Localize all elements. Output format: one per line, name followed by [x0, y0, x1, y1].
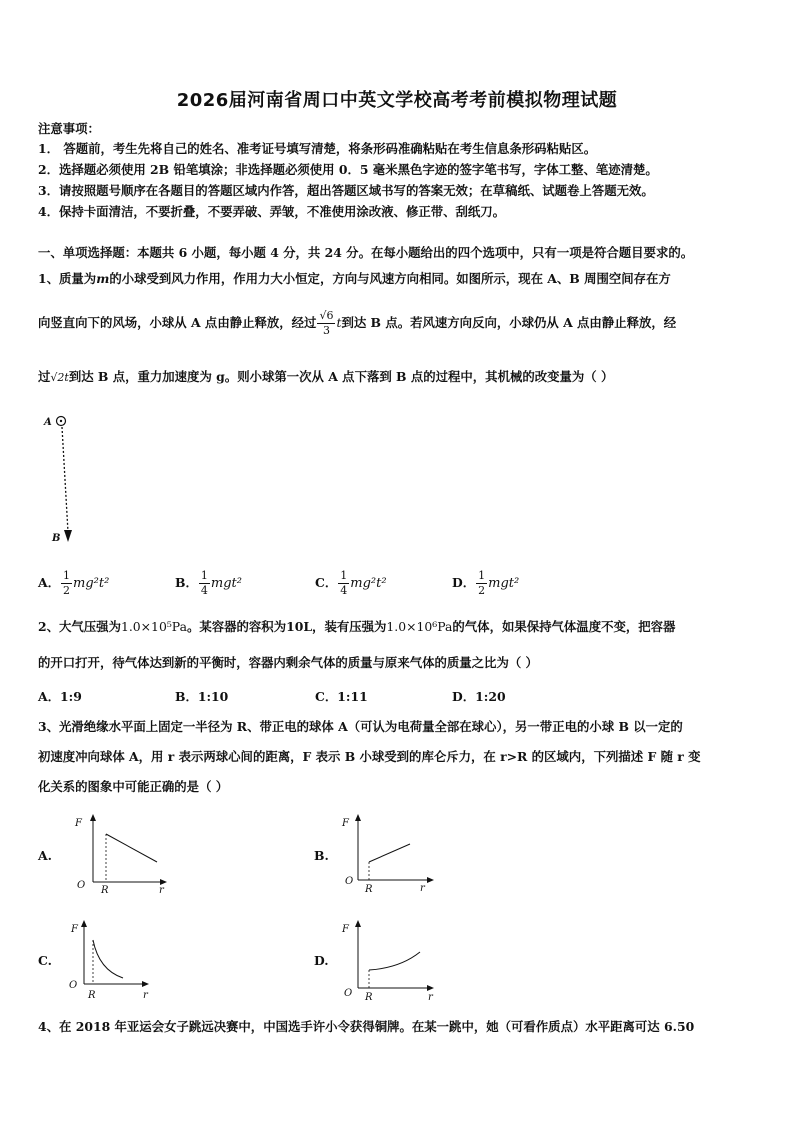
notice-heading: 注意事项：	[38, 121, 100, 136]
path-line	[62, 427, 68, 532]
fraction-denominator: 2	[63, 584, 71, 597]
fraction-numerator: 1	[478, 569, 486, 582]
q3-graph-b	[338, 812, 448, 896]
axis-r-label: r	[428, 992, 433, 1002]
q3-line-1: 3、光滑绝缘水平面上固定一半径为 R、带正电的球体 A（可认为电荷量全部在球心），另一带正电的小球 B 以一定的	[38, 719, 683, 734]
q1-text: 1、质量为	[38, 271, 97, 286]
notice-item-3: 3．请按照题号顺序在各题目的答题区域内作答，超出答题区域书写的答案无效；在草稿纸、试题卷上答题无效。	[38, 183, 654, 198]
q1-time-symbol: t	[336, 315, 342, 330]
option-label: C．	[315, 575, 338, 590]
q3-line-2: 初速度冲向球体 A，用 r 表示两球心间的距离，F 表示 B 小球受到的库仑斥力，在 r>R 的区域内，下列描述 F 随 r 变	[38, 749, 701, 764]
q1-line-1	[38, 270, 756, 288]
axis-f-label: F	[342, 924, 349, 935]
q1-option-a[interactable]	[38, 569, 109, 598]
q1-option-d[interactable]	[452, 569, 519, 598]
q2-text: 2、大气压强为	[38, 619, 121, 634]
q3-graph-d	[338, 918, 448, 1002]
option-label: B．	[175, 575, 198, 590]
q2-line-1	[38, 618, 756, 636]
q1-option-c[interactable]	[315, 569, 387, 598]
q1-text: 到达 B 点，重力加速度为 g。则小球第一次从 A 点下落到 B 点的过程中，其机械的改变量为（ ）	[68, 369, 614, 384]
fraction-denominator: 2	[478, 584, 486, 597]
axis-r-label: r	[143, 990, 148, 1001]
axis-r-radius-label: R	[88, 990, 96, 1001]
q3-option-a[interactable]: A.	[38, 848, 52, 863]
q1-text: 到达 B 点。若风速方向反向，小球仍从 A 点由静止释放，经	[341, 315, 677, 330]
section-heading: 一、单项选择题：本题共 6 小题，每小题 4 分，共 24 分。在每小题给出的四个选项中，只有一项是符合题目要求的。	[38, 245, 694, 260]
page-title: 2026届河南省周口中英文学校高考考前模拟物理试题	[176, 90, 618, 111]
q1-mass-symbol: m	[96, 271, 110, 286]
fraction-denominator: 4	[200, 584, 208, 597]
axis-r-radius-label: R	[101, 885, 109, 896]
q1-wind-figure	[42, 410, 82, 550]
q3-option-d[interactable]: D.	[314, 953, 329, 968]
q2-text: 的气体，如果保持气体温度不变，把容器	[452, 619, 676, 634]
q4-line-1: 4、在 2018 年亚运会女子跳远决赛中，中国选手许小令获得铜牌。在某一跳中，她（可看作质点）水平距离可达 6.50	[38, 1019, 695, 1034]
notice-item-2: 2．选择题必须使用 2B 铅笔填涂；非选择题必须使用 0．5 毫米黑色字迹的签字笔书写，字体工整、笔迹清楚。	[38, 162, 658, 177]
fraction-numerator: 1	[340, 569, 348, 582]
q1-line-3	[38, 368, 756, 387]
q1-line-2	[38, 309, 756, 338]
axis-origin-label: O	[77, 880, 86, 891]
axis-f-label: F	[75, 818, 82, 829]
axis-f-label: F	[71, 924, 78, 935]
axis-origin-label: O	[344, 988, 353, 999]
axis-r-radius-label: R	[365, 884, 373, 895]
option-label: A．	[38, 575, 61, 590]
fraction-denominator: 3	[322, 324, 330, 337]
q3-option-c[interactable]: C.	[38, 953, 52, 968]
q2-text: 。某容器的容积为10L，装有压强为	[186, 619, 387, 634]
option-expression: mg²t²	[73, 576, 110, 591]
arrow-down-icon	[64, 530, 72, 542]
q2-pressure-gas: 1.0×10⁶Pa	[386, 619, 453, 634]
fraction-numerator: 1	[63, 569, 71, 582]
axis-r-radius-label: R	[365, 992, 373, 1002]
q3-option-b[interactable]: B.	[314, 848, 329, 863]
q3-graph-c	[65, 918, 175, 1002]
q1-text: 的小球受到风力作用，作用力大小恒定，方向与风速方向相同。如图所示，现在 A、B 周围空间存在方	[109, 271, 671, 286]
q1-text: 向竖直向下的风场，小球从 A 点由静止释放，经过	[38, 315, 317, 330]
point-b-label: B	[52, 533, 61, 544]
axis-f-label: F	[342, 818, 349, 829]
axis-r-label: r	[420, 883, 425, 894]
fraction-numerator: √6	[319, 309, 334, 322]
fraction-denominator: 4	[340, 584, 348, 597]
option-expression: mgt²	[210, 576, 242, 591]
q1-text: 过	[38, 369, 51, 384]
q2-option-c[interactable]: C．1:11	[315, 689, 368, 704]
q1-option-b[interactable]	[175, 569, 242, 598]
fraction-numerator: 1	[200, 569, 208, 582]
option-expression: mgt²	[488, 576, 520, 591]
q3-line-3: 化关系的图象中可能正确的是（ ）	[38, 779, 229, 794]
option-label: D．	[452, 575, 476, 590]
axis-origin-label: O	[69, 980, 78, 991]
q1-fraction	[317, 309, 335, 338]
axis-r-label: r	[159, 885, 164, 896]
q2-line-2: 的开口打开，待气体达到新的平衡时，容器内剩余气体的质量与原来气体的质量之比为（ ）	[38, 655, 538, 670]
q2-option-d[interactable]: D．1:20	[452, 689, 506, 704]
q3-graph-a	[65, 812, 175, 896]
axis-origin-label: O	[345, 876, 354, 887]
notice-item-4: 4．保持卡面清洁，不要折叠，不要弄破、弄皱，不准使用涂改液、修正带、刮纸刀。	[38, 204, 506, 219]
q2-option-a[interactable]: A．1:9	[38, 689, 82, 704]
q2-pressure-atm: 1.0×10⁵Pa	[120, 619, 187, 634]
q1-sqrt-term: √2t	[50, 371, 69, 384]
point-a-label: A	[44, 417, 52, 428]
option-expression: mg²t²	[350, 576, 387, 591]
notice-item-1: 1． 答题前，考生先将自己的姓名、准考证号填写清楚，将条形码准确粘贴在考生信息条形码粘贴区。	[38, 141, 597, 156]
q2-option-b[interactable]: B．1:10	[175, 689, 229, 704]
